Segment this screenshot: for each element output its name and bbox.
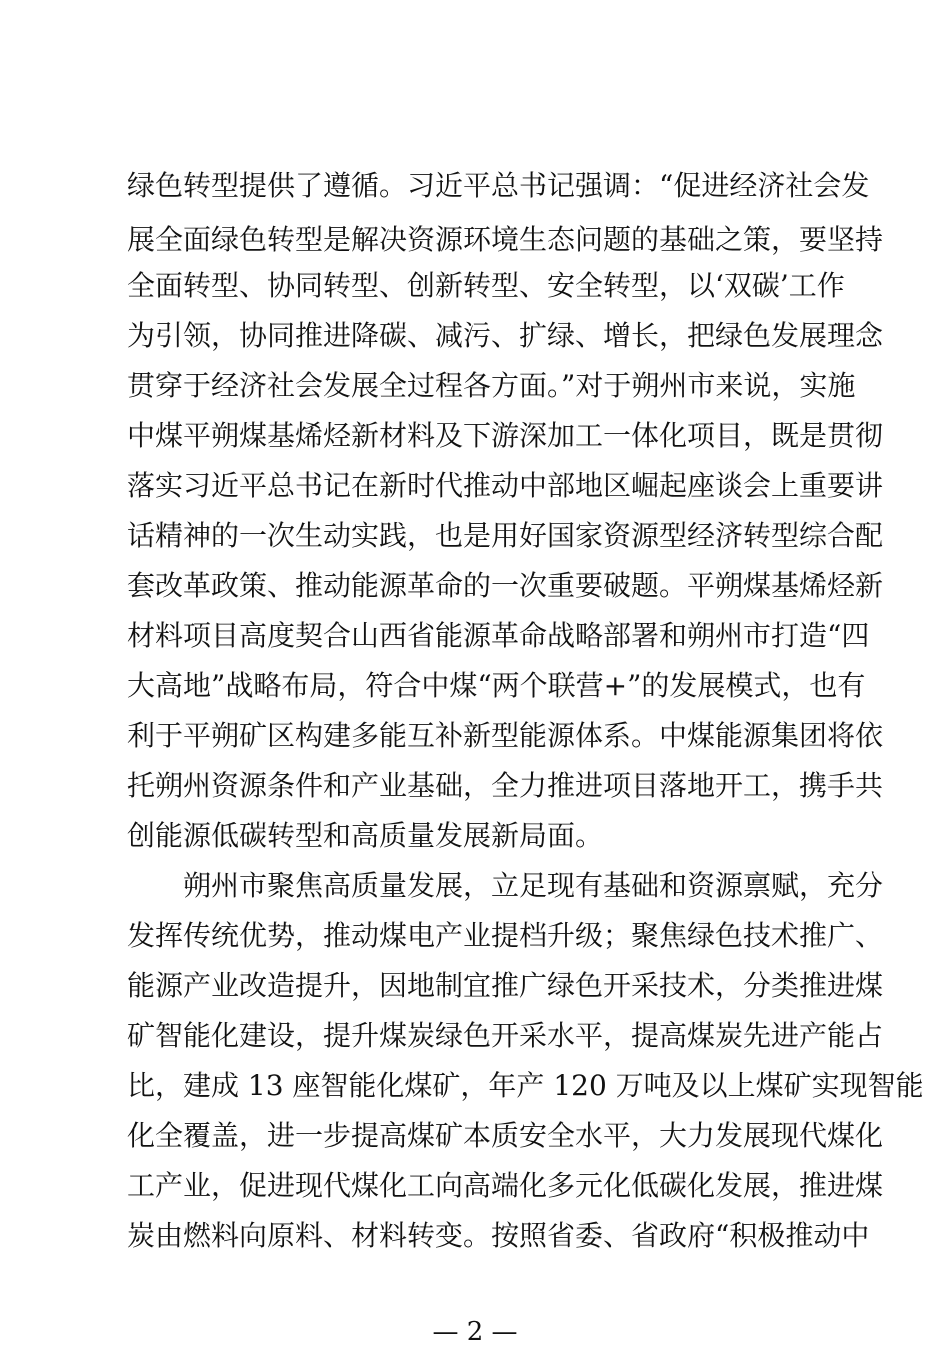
paragraph-line: 套改革政策、推动能源革命的一次重要破题。平朔煤基烯烃新 bbox=[127, 569, 884, 602]
paragraph-line: 大高地”战略布局，符合中煤“两个联营+”的发展模式，也有 bbox=[127, 669, 866, 702]
paragraph-line: 能源产业改造提升，因地制宜推广绿色开采技术，分类推进煤 bbox=[127, 969, 884, 1002]
paragraph-line: 话精神的一次生动实践，也是用好国家资源型经济转型综合配 bbox=[127, 519, 884, 552]
paragraph-line: 为引领，协同推进降碳、减污、扩绿、增长，把绿色发展理念 bbox=[127, 319, 884, 352]
paragraph-line: 创能源低碳转型和高质量发展新局面。 bbox=[127, 819, 604, 852]
paragraph-line: 材料项目高度契合山西省能源革命战略部署和朔州市打造“四 bbox=[127, 619, 870, 652]
paragraph-line: 工产业，促进现代煤化工向高端化多元化低碳化发展，推进煤 bbox=[127, 1169, 884, 1202]
paragraph-line: 炭由燃料向原料、材料转变。按照省委、省政府“积极推动中 bbox=[127, 1219, 870, 1252]
paragraph-line: 托朔州资源条件和产业基础，全力推进项目落地开工，携手共 bbox=[127, 769, 884, 802]
paragraph-line: 化全覆盖，进一步提高煤矿本质安全水平，大力发展现代煤化 bbox=[127, 1119, 884, 1152]
paragraph-line: 落实习近平总书记在新时代推动中部地区崛起座谈会上重要讲 bbox=[127, 469, 884, 502]
paragraph-line: 比，建成 13 座智能化煤矿，年产 120 万吨及以上煤矿实现智能 bbox=[127, 1069, 924, 1102]
paragraph-line: 发挥传统优势，推动煤电产业提档升级；聚焦绿色技术推广、 bbox=[127, 919, 884, 952]
paragraph-line: 展全面绿色转型是解决资源环境生态问题的基础之策，要坚持 bbox=[127, 223, 884, 256]
paragraph-line: 绿色转型提供了遵循。习近平总书记强调：“促进经济社会发 bbox=[127, 169, 870, 202]
paragraph-line: 贯穿于经济社会发展全过程各方面。”对于朔州市来说，实施 bbox=[127, 369, 856, 402]
page-number: — 2 — bbox=[432, 1317, 518, 1347]
paragraph-line: 利于平朔矿区构建多能互补新型能源体系。中煤能源集团将依 bbox=[127, 719, 884, 752]
paragraph-line: 全面转型、协同转型、创新转型、安全转型，以‘双碳’工作 bbox=[127, 269, 845, 302]
paragraph-line: 矿智能化建设，提升煤炭绿色开采水平，提高煤炭先进产能占 bbox=[127, 1019, 884, 1052]
paragraph-line: 中煤平朔煤基烯烃新材料及下游深加工一体化项目，既是贯彻 bbox=[127, 419, 884, 452]
paragraph-line: 朔州市聚焦高质量发展，立足现有基础和资源禀赋，充分 bbox=[183, 869, 884, 902]
